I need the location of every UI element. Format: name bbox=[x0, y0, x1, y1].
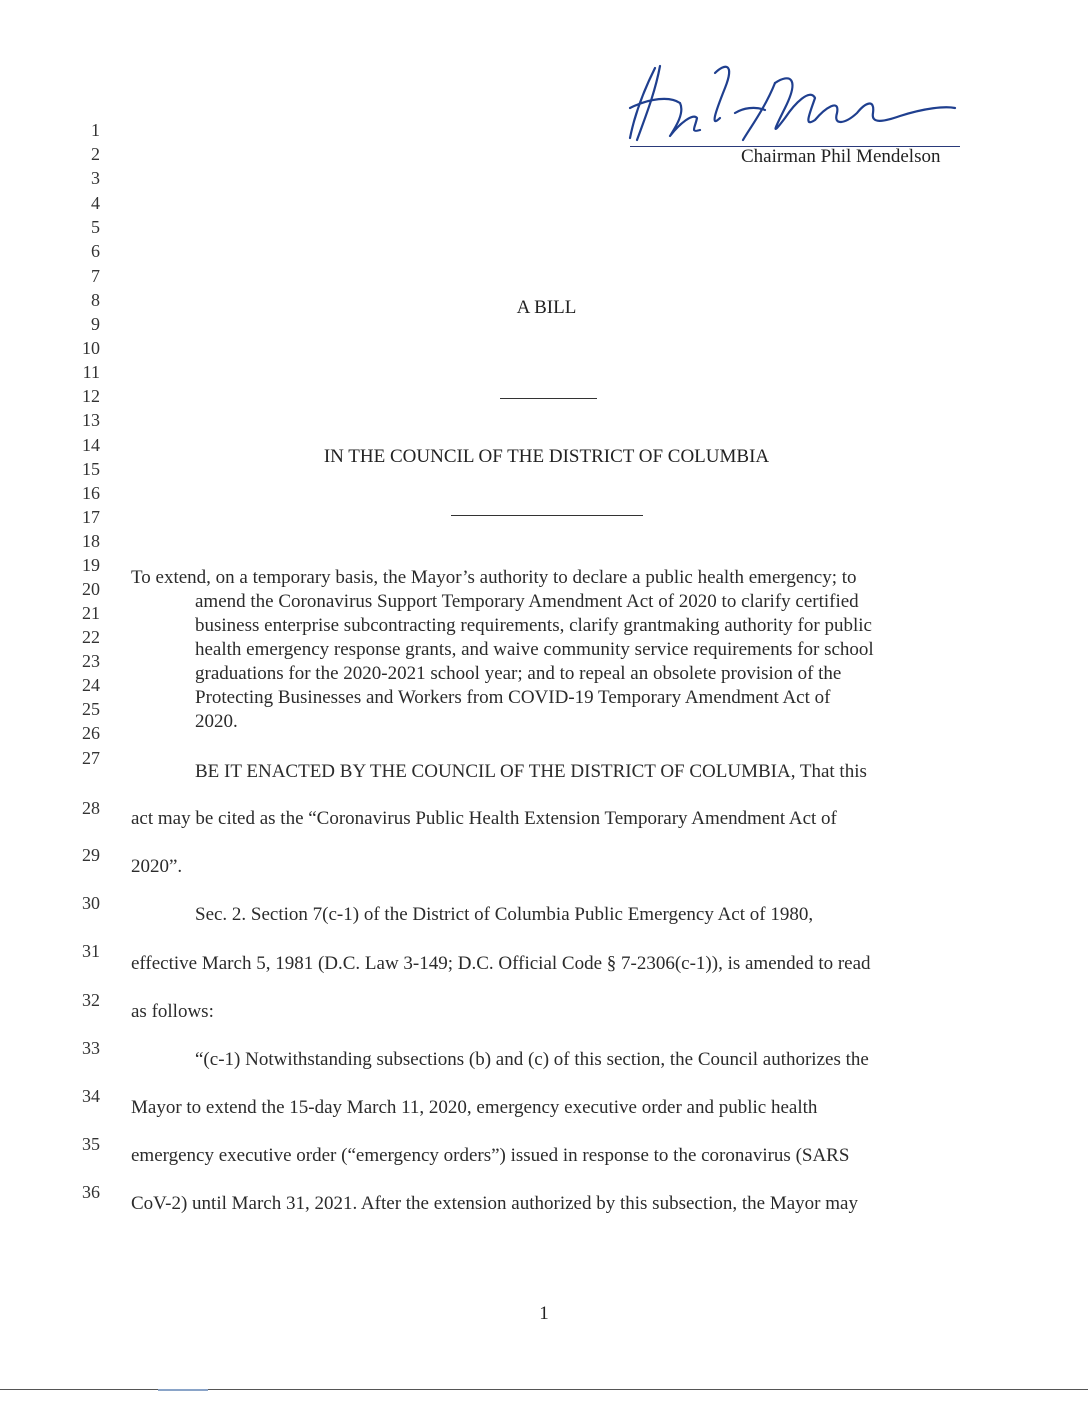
line-number: 18 bbox=[82, 531, 100, 551]
line-number: 17 bbox=[82, 507, 100, 527]
body-line: emergency executive order (“emergency orders”) issued in response to the coronavirus (SARS bbox=[131, 1145, 850, 1166]
line-number: 8 bbox=[91, 290, 100, 310]
body-line: act may be cited as the “Coronavirus Public Health Extension Temporary Amendment Act of bbox=[131, 808, 837, 829]
divider bbox=[451, 515, 643, 516]
body-line: CoV-2) until March 31, 2021. After the extension authorized by this subsection, the Mayor may bbox=[131, 1193, 858, 1214]
long-title-line: 2020. bbox=[195, 711, 238, 732]
line-number: 7 bbox=[91, 266, 100, 286]
long-title-line: health emergency response grants, and waive community service requirements for school bbox=[195, 639, 874, 660]
scan-edge-mark bbox=[158, 1389, 208, 1391]
line-number: 29 bbox=[82, 845, 100, 865]
line-number: 25 bbox=[82, 699, 100, 719]
council-heading: IN THE COUNCIL OF THE DISTRICT OF COLUMBIA bbox=[323, 446, 770, 467]
body-line: as follows: bbox=[131, 1001, 214, 1022]
line-number: 4 bbox=[91, 193, 100, 213]
body-line: Sec. 2. Section 7(c-1) of the District of Columbia Public Emergency Act of 1980, bbox=[195, 904, 814, 925]
line-number: 21 bbox=[82, 603, 100, 623]
line-number: 26 bbox=[82, 723, 100, 743]
line-number: 1 bbox=[91, 120, 100, 140]
body-line: Mayor to extend the 15-day March 11, 2020, emergency executive order and public health bbox=[131, 1097, 818, 1118]
line-number: 33 bbox=[82, 1038, 100, 1058]
line-number: 28 bbox=[82, 798, 100, 818]
line-number: 12 bbox=[82, 386, 100, 406]
line-number: 20 bbox=[82, 579, 100, 599]
bill-heading: A BILL bbox=[516, 297, 577, 318]
line-number: 35 bbox=[82, 1134, 100, 1154]
long-title-line: graduations for the 2020-2021 school year; and to repeal an obsolete provision of the bbox=[195, 663, 842, 684]
long-title-line: To extend, on a temporary basis, the Mayor’s authority to declare a public health emergency; to bbox=[131, 567, 857, 588]
signatory-name: Chairman Phil Mendelson bbox=[741, 146, 941, 167]
line-number: 36 bbox=[82, 1182, 100, 1202]
body-line: BE IT ENACTED BY THE COUNCIL OF THE DISTRICT OF COLUMBIA, That this bbox=[195, 761, 867, 782]
line-number: 24 bbox=[82, 675, 100, 695]
body-line: 2020”. bbox=[131, 856, 183, 877]
line-number: 19 bbox=[82, 555, 100, 575]
line-number: 34 bbox=[82, 1086, 100, 1106]
handwritten-signature bbox=[625, 58, 960, 148]
line-number: 15 bbox=[82, 459, 100, 479]
line-number: 16 bbox=[82, 483, 100, 503]
line-number: 11 bbox=[82, 362, 100, 382]
line-number: 6 bbox=[91, 241, 100, 261]
line-number: 3 bbox=[91, 168, 100, 188]
line-number: 9 bbox=[91, 314, 100, 334]
line-number: 13 bbox=[82, 410, 100, 430]
body-line: effective March 5, 1981 (D.C. Law 3-149; D.C. Official Code § 7-2306(c-1)), is amended to read bbox=[131, 953, 871, 974]
line-number: 32 bbox=[82, 990, 100, 1010]
line-number: 23 bbox=[82, 651, 100, 671]
line-number: 5 bbox=[91, 217, 100, 237]
line-number: 14 bbox=[82, 435, 100, 455]
line-number: 10 bbox=[82, 338, 100, 358]
page-number: 1 bbox=[539, 1303, 549, 1324]
divider bbox=[500, 398, 597, 399]
line-number: 27 bbox=[82, 748, 100, 768]
body-line: “(c-1) Notwithstanding subsections (b) and (c) of this section, the Council authorizes the bbox=[195, 1049, 869, 1070]
line-number: 22 bbox=[82, 627, 100, 647]
long-title-line: amend the Coronavirus Support Temporary Amendment Act of 2020 to clarify certified bbox=[195, 591, 859, 612]
long-title-line: business enterprise subcontracting requirements, clarify grantmaking authority for public bbox=[195, 615, 872, 636]
long-title-line: Protecting Businesses and Workers from COVID-19 Temporary Amendment Act of bbox=[195, 687, 831, 708]
line-number: 30 bbox=[82, 893, 100, 913]
line-number: 31 bbox=[82, 941, 100, 961]
line-number: 2 bbox=[91, 144, 100, 164]
